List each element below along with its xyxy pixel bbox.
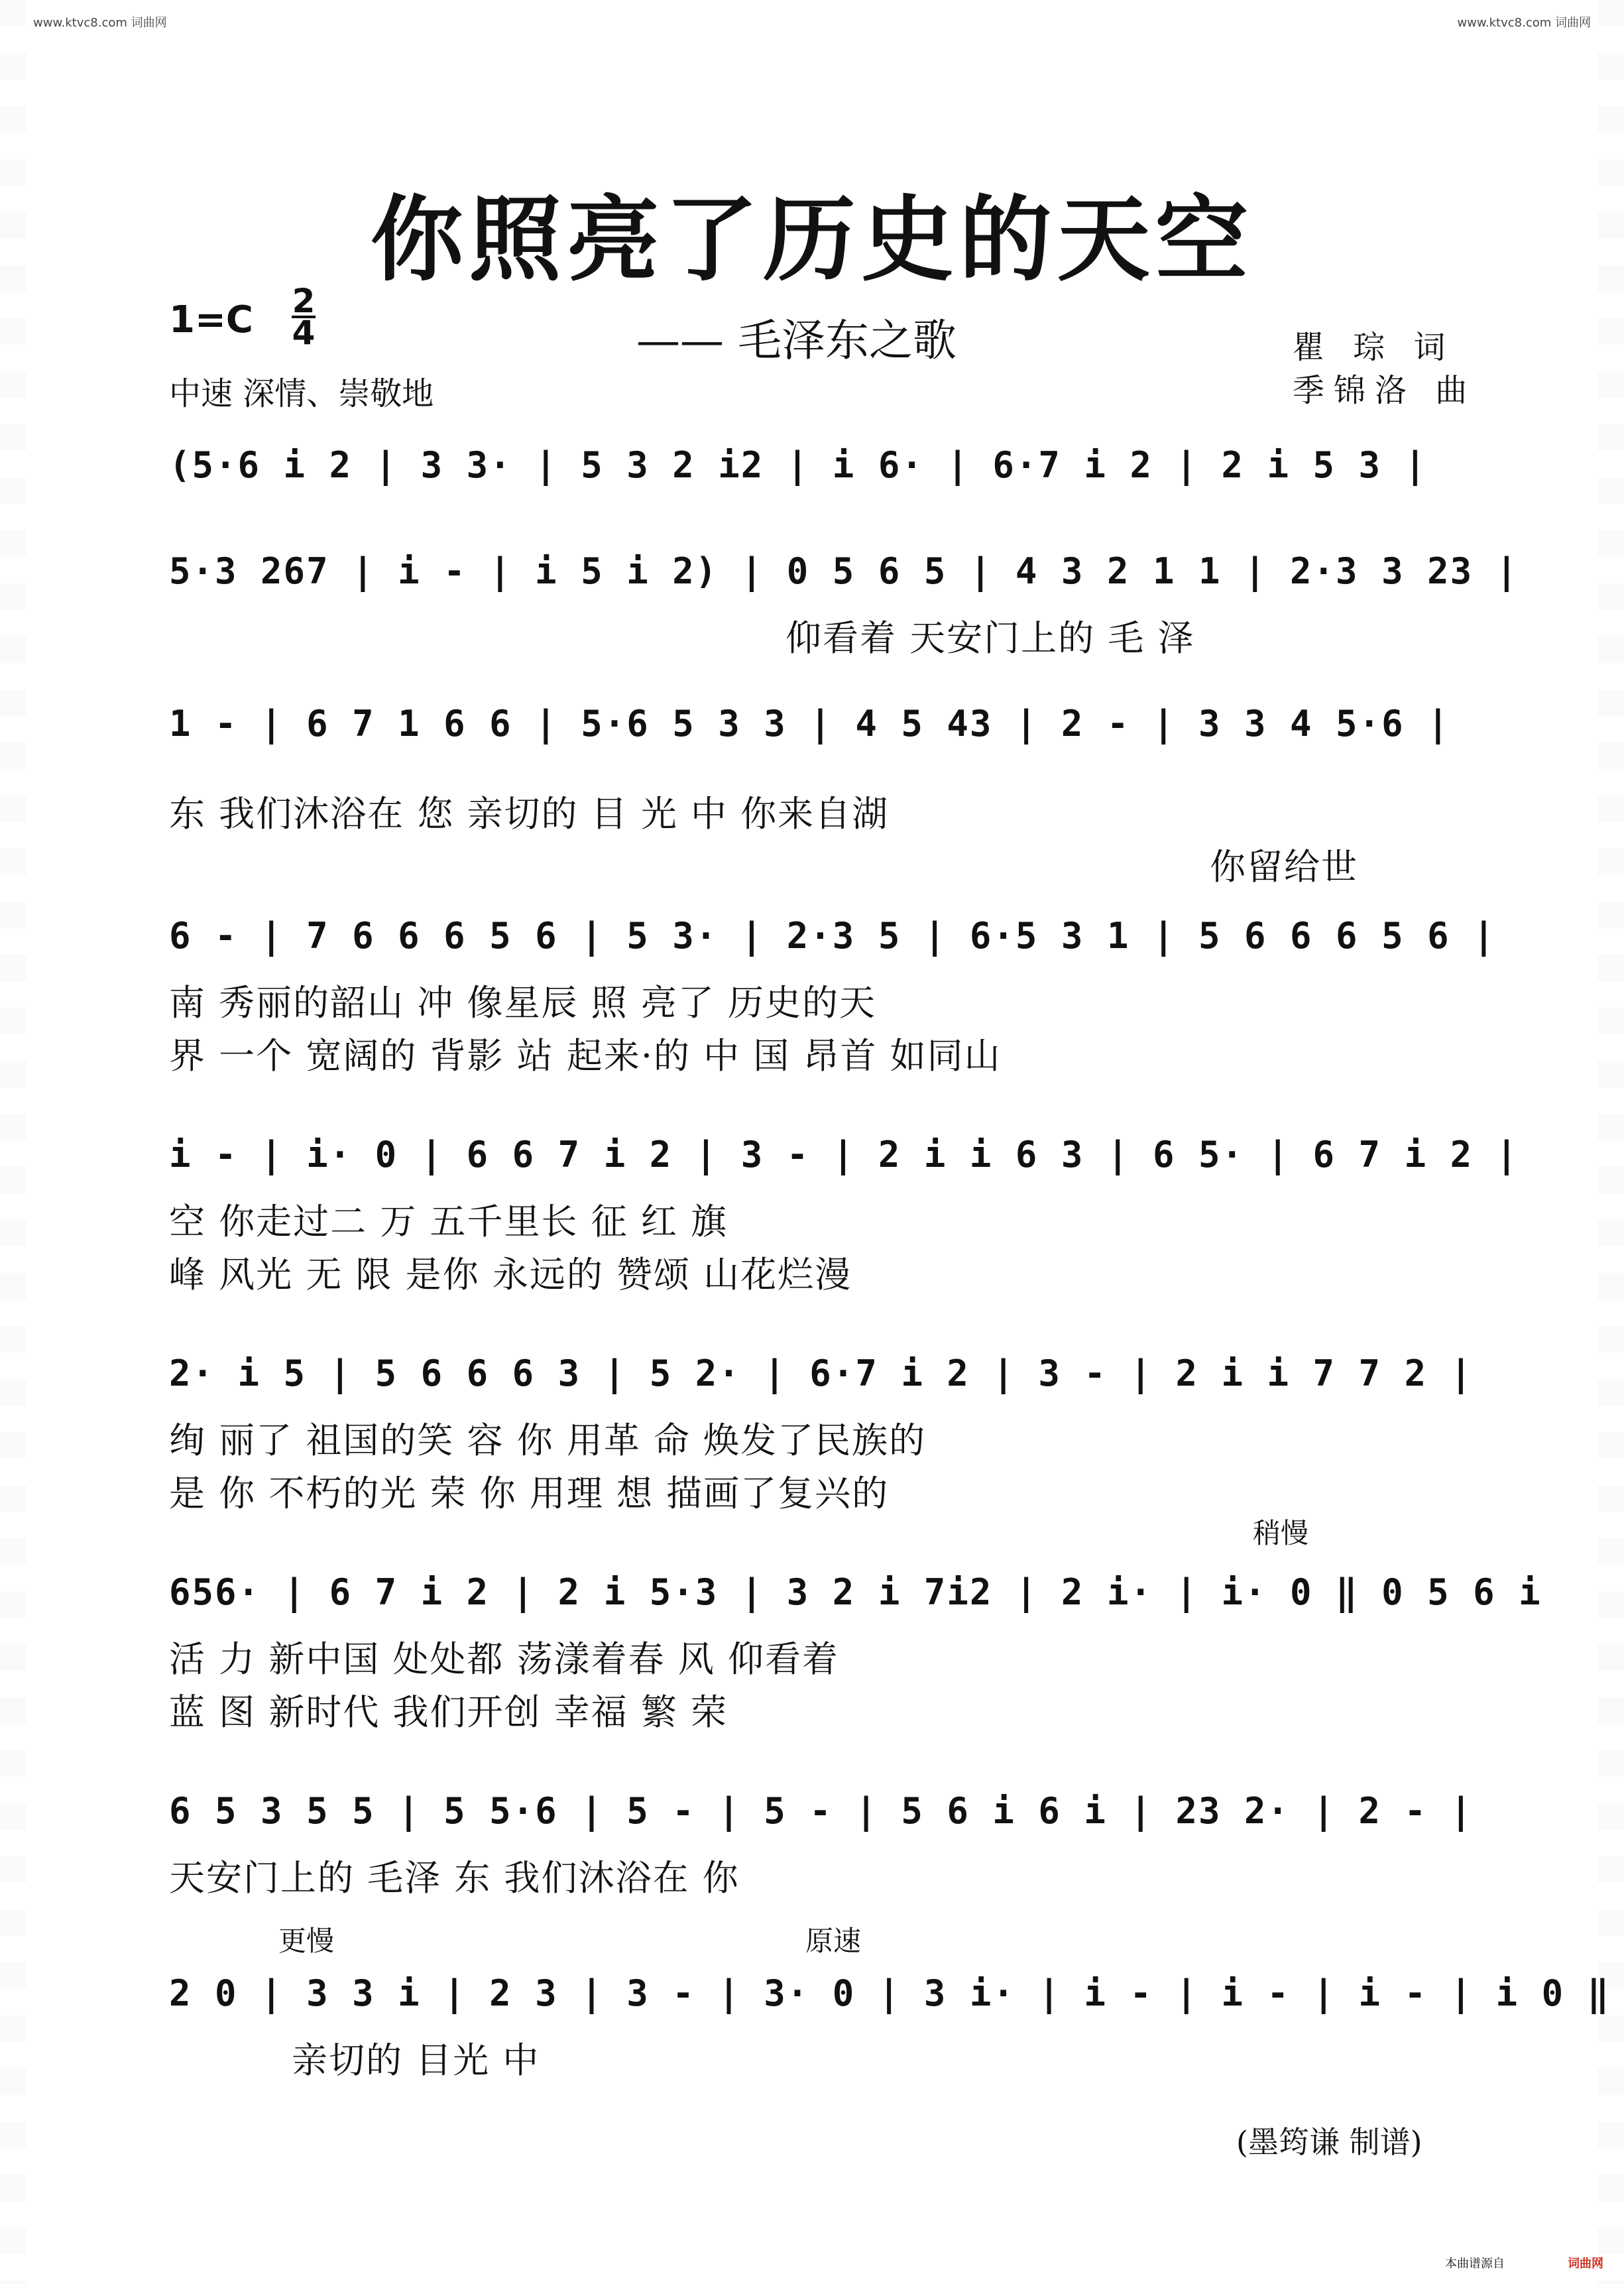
composer-credit: 季锦洛 曲 [1293, 372, 1477, 409]
notes-line: (5·6 i 2 | 3 3· | 5 3 2 i2 | i 6· | 6·7 i 2 | 2 i 5 3 | [169, 444, 1428, 486]
lyricist-credit: 瞿 琮 词 [1293, 329, 1455, 366]
notes-line: 6 5 3 5 5 | 5 5·6 | 5 - | 5 - | 5 6 i 6 i | 23 2· | 2 - | [169, 1790, 1474, 1832]
time-signature-bottom: 4 [292, 314, 316, 352]
lyrics-verse-1: 空 你走过二 万 五千里长 征 红 旗 [169, 1201, 728, 1242]
lyrics-verse-1: 活 力 新中国 处处都 荡漾着春 风 仰看着 [169, 1638, 839, 1680]
system-5 [169, 1127, 1519, 1299]
key-signature: 1=C [169, 298, 253, 341]
tempo-marking: 中速 深情、崇敬地 [169, 375, 434, 412]
lyrics-verse-2: 蓝 图 新时代 我们开创 幸福 繁 荣 [169, 1691, 728, 1733]
left-margin-watermark [0, 0, 27, 2284]
footer-source-label: 本曲谱源自 [1445, 2257, 1505, 2271]
notes-line: 2 0 | 3 3 i | 2 3 | 3 - | 3· 0 | 3 i· | i - | i - | i - | i 0 ‖ [169, 1972, 1611, 2014]
system-8 [169, 1783, 1474, 1899]
lyrics-verse-1: 仰看着 天安门上的 毛 泽 [785, 617, 1195, 659]
corner-watermark-right: www.ktvc8.com 词曲网 [1457, 16, 1591, 30]
notes-line: 2· i 5 | 5 6 6 6 3 | 5 2· | 6·7 i 2 | 3 - | 2 i i 7 7 2 | [169, 1352, 1474, 1394]
lyrics-verse-1: 亲切的 目光 中 [292, 2039, 540, 2081]
lyrics-verse-2: 界 一个 宽阔的 背影 站 起来·的 中 国 昂首 如同山 [169, 1035, 1002, 1077]
right-margin-watermark [1597, 0, 1624, 2284]
song-subtitle: —— 毛泽东之歌 [636, 315, 957, 366]
system-2 [169, 544, 1519, 676]
lyrics-verse-2: 峰 风光 无 限 是你 永远的 赞颂 山花烂漫 [169, 1254, 852, 1295]
system-9 [169, 1966, 1611, 2081]
system-1 [169, 438, 1462, 517]
notes-line: 656· | 6 7 i 2 | 2 i 5·3 | 3 2 i 7i2 | 2 i· | i· 0 ‖ 0 5 6 i [169, 1571, 1542, 1613]
song-title: 你照亮了历史的天空 [370, 186, 1253, 294]
lyrics-verse-1: 南 秀丽的韶山 冲 像星辰 照 亮了 历史的天 [169, 982, 876, 1024]
transcriber-credit: (墨筠谦 制谱) [1236, 2124, 1422, 2160]
marking-slightly-slower: 稍慢 [1253, 1517, 1309, 1549]
notes-line: 5·3 267 | i - | i 5 i 2) | 0 5 6 5 | 4 3 2 1 1 | 2·3 3 23 | [169, 550, 1519, 592]
lyrics-verse-1: 天安门上的 毛泽 东 我们沐浴在 你 [169, 1857, 740, 1899]
marking-slower: 更慢 [278, 1925, 335, 1957]
lyrics-verse-1: 东 我们沐浴在 您 亲切的 目 光 中 你来自湖 [169, 793, 890, 835]
notes-line: i - | i· 0 | 6 6 7 i 2 | 3 - | 2 i i 6 3 | 6 5· | 6 7 i 2 | [169, 1134, 1519, 1175]
system-3 [169, 696, 1462, 888]
footer-site-logo: 词曲网 [1568, 2257, 1603, 2271]
notes-line: 1 - | 6 7 1 6 6 | 5·6 5 3 3 | 4 5 43 | 2 - | 3 3 4 5·6 | [169, 703, 1450, 745]
corner-watermark-left: www.ktvc8.com 词曲网 [33, 16, 167, 30]
time-signature-top: 2 [292, 282, 316, 320]
lyrics-verse-2: 是 你 不朽的光 荣 你 用理 想 描画了复兴的 [169, 1473, 890, 1514]
lyrics-verse-2: 你留给世 [1210, 846, 1358, 888]
marking-original-tempo: 原速 [805, 1925, 862, 1957]
time-signature [292, 282, 316, 352]
system-7 [169, 1565, 1542, 1737]
lyrics-verse-1: 绚 丽了 祖国的笑 容 你 用革 命 焕发了民族的 [169, 1419, 927, 1461]
notes-line: 6 - | 7 6 6 6 5 6 | 5 3· | 2·3 5 | 6·5 3 1 | 5 6 6 6 5 6 | [169, 915, 1496, 957]
system-4 [169, 908, 1496, 1081]
system-6 [169, 1346, 1474, 1518]
